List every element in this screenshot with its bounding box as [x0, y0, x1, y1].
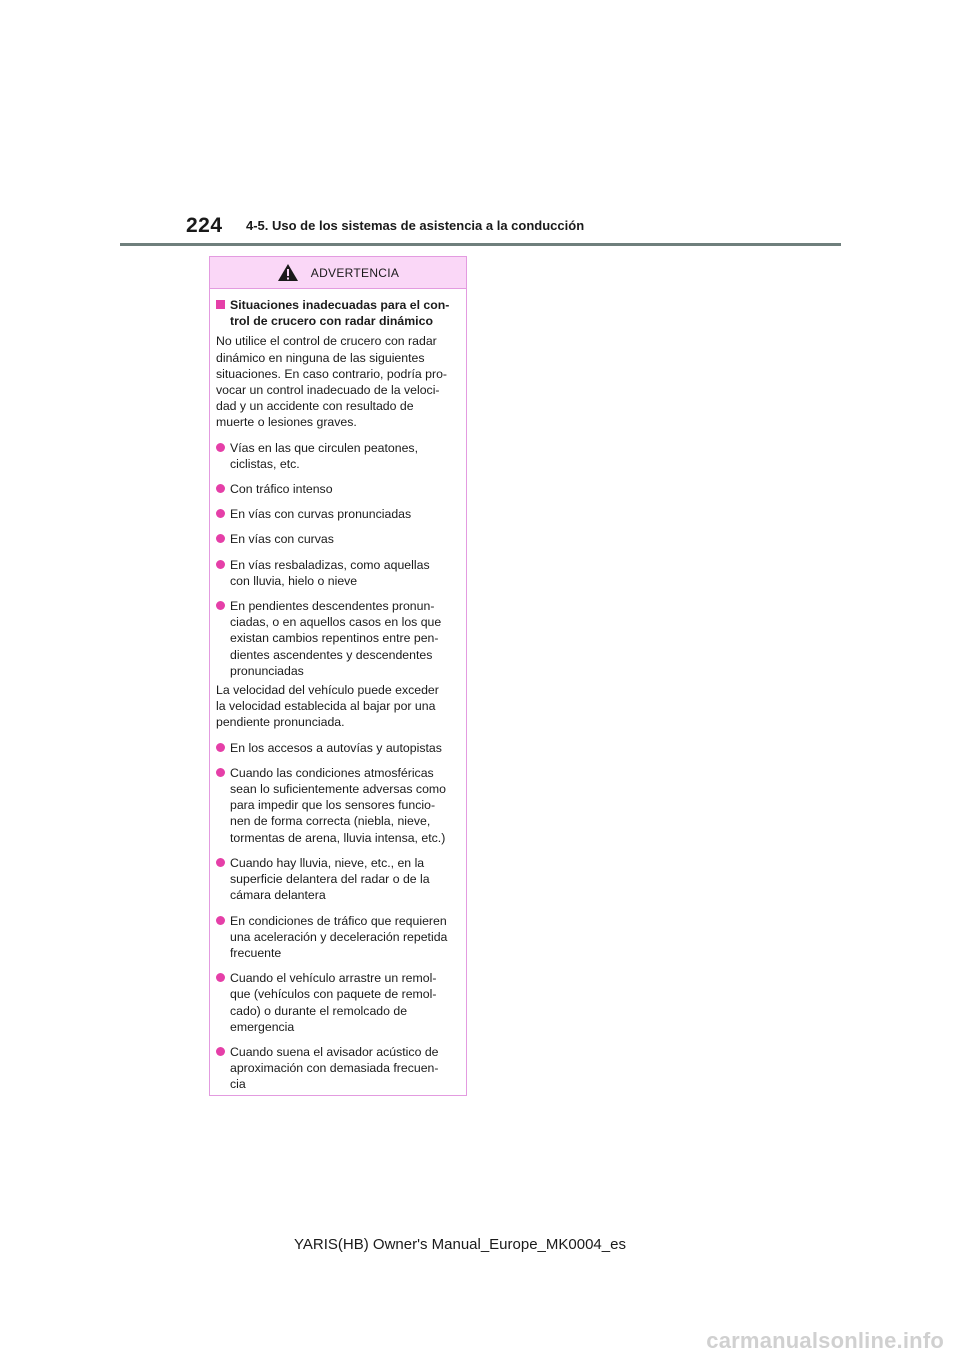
bullet-dot-icon: [216, 534, 225, 543]
list-item-text: Vías en las que circulen peatones, ciclistas, etc.: [230, 440, 418, 471]
list-item: [216, 855, 460, 904]
list-item-text: Cuando hay lluvia, nieve, etc., en la superficie delantera del radar o de la cámara delantera: [230, 855, 430, 903]
section-title: 4-5. Uso de los sistemas de asistencia a la conducción: [246, 218, 585, 233]
watermark: carmanualsonline.info: [706, 1328, 944, 1353]
list-item-text: Cuando las condiciones atmosféricas sean lo suficientemente adversas como para impedir que los sensores funcio- nen de forma correcta (niebla, nieve, tormentas de arena, lluvia intensa, etc.): [230, 765, 446, 845]
list-item-text: En vías resbaladizas, como aquellas con lluvia, hielo o nieve: [230, 557, 430, 588]
list-item: [216, 531, 460, 547]
bullet-dot-icon: [216, 443, 225, 452]
warning-title: ADVERTENCIA: [310, 265, 400, 280]
list-item: [216, 440, 460, 472]
bullet-dot-icon: [216, 509, 225, 518]
bullet-dot-icon: [216, 1047, 225, 1056]
list-item-text: En los accesos a autovías y autopistas: [230, 740, 442, 755]
list-item-text: Cuando el vehículo arrastre un remol- que (vehículos con paquete de remol- cado) o durante el remolcado de emergencia: [230, 971, 437, 1034]
bullet-dot-icon: [216, 560, 225, 569]
warning-header: [210, 257, 466, 289]
list-item-text: En vías con curvas: [230, 532, 334, 547]
warning-subheading: [216, 297, 460, 329]
page-number: 224: [186, 214, 223, 237]
warning-box: [209, 256, 467, 1096]
header-rule: [120, 243, 841, 246]
list-item: [216, 557, 460, 589]
bullet-dot-icon: [216, 768, 225, 777]
list-item: [216, 1044, 460, 1093]
list-item: [216, 598, 460, 679]
page-footer: [0, 1236, 960, 1253]
list-item: [216, 913, 460, 962]
list-item: [216, 481, 460, 497]
warning-body: [210, 289, 466, 1093]
bullet-dot-icon: [216, 743, 225, 752]
list-item-text: En vías con curvas pronunciadas: [230, 507, 412, 522]
square-bullet-icon: [216, 300, 225, 309]
bullet-dot-icon: [216, 601, 225, 610]
warning-heading-text: Situaciones inadecuadas para el con- trol de crucero con radar dinámico: [230, 298, 450, 329]
list-item: [216, 970, 460, 1035]
footer-text: YARIS(HB) Owner's Manual_Europe_MK0004_es: [294, 1236, 626, 1253]
bullet-dot-icon: [216, 484, 225, 493]
list-item-text: Con tráfico intenso: [230, 482, 333, 497]
bullet-dot-icon: [216, 858, 225, 867]
warning-intro: No utilice el control de crucero con radar dinámico en ninguna de las siguientes situaciones. En caso contrario, podría pro- vocar un control inadecuado de la veloci- dad y un accidente con resultado de muerte o lesiones graves.: [216, 334, 448, 430]
warning-note: La velocidad del vehículo puede exceder la velocidad establecida al bajar por una pendiente pronunciada.: [216, 683, 439, 730]
list-item-text: En condiciones de tráfico que requieren una aceleración y deceleración repetida frecuente: [230, 913, 448, 960]
bullet-dot-icon: [216, 973, 225, 982]
warning-triangle-icon: [277, 263, 299, 282]
list-item: [216, 740, 460, 756]
bullet-dot-icon: [216, 916, 225, 925]
list-item: [216, 765, 460, 846]
list-item-text: Cuando suena el avisador acústico de aproximación con demasiada frecuen- cia: [230, 1044, 439, 1092]
list-item-text: En pendientes descendentes pronun- ciadas, o en aquellos casos en los que existan cambios repentinos entre pen- dientes ascendentes y descendentes pronunciadas: [230, 599, 442, 678]
list-item: [216, 506, 460, 522]
